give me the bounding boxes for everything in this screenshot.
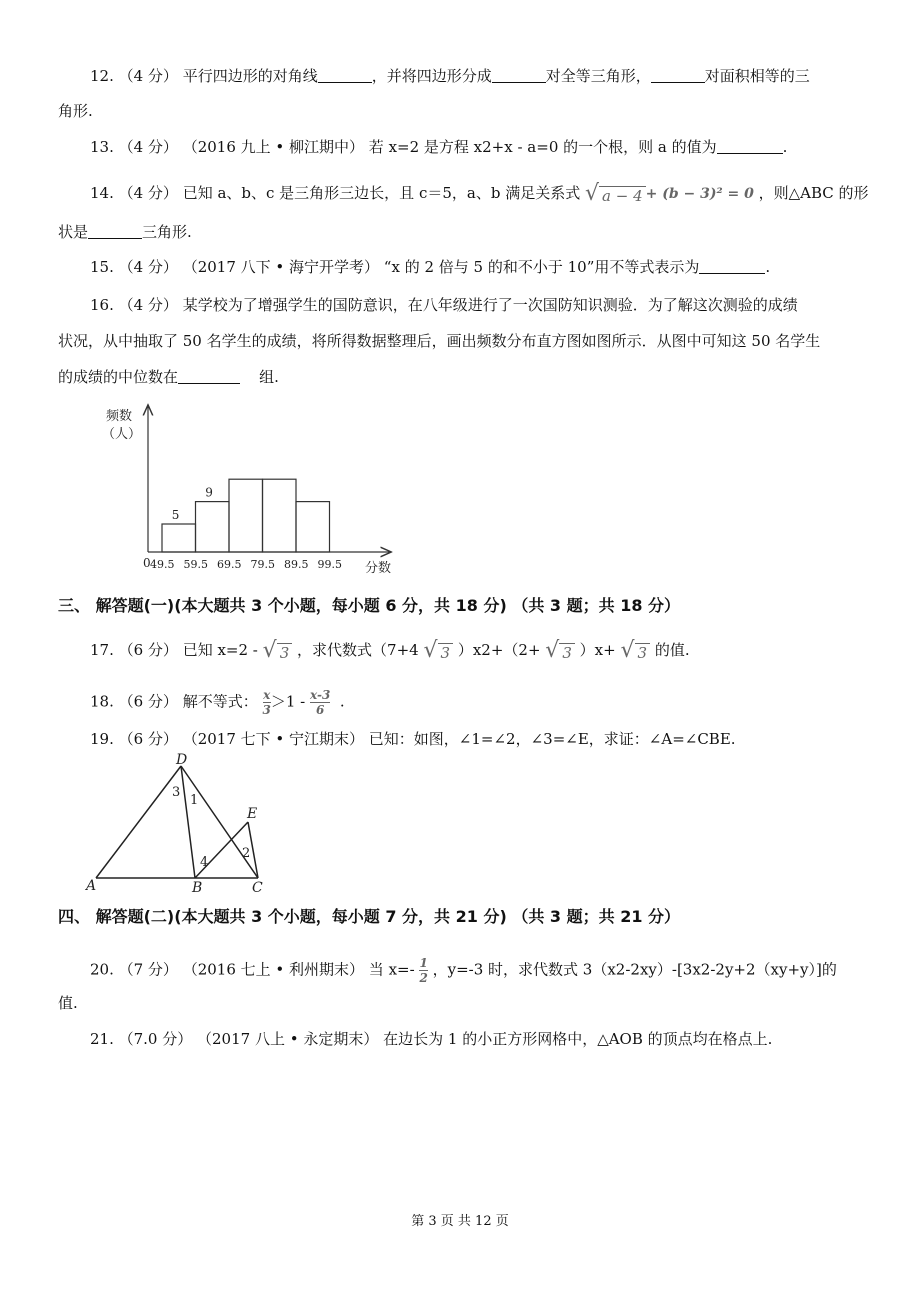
question-21: 21. （7.0 分） （2017 八上 • 永定期末） 在边长为 1 的小正方形网格中，△AOB 的顶点均在格点上. <box>90 1030 773 1048</box>
q14-blank <box>88 224 142 239</box>
q18-fraction-2: $\frac{x-3}{6}$ <box>310 688 331 717</box>
q16-blank <box>178 369 240 384</box>
segment-AD <box>96 766 181 878</box>
q16-line3-a: 的成绩的中位数在 <box>58 368 179 386</box>
q12-text-d: 对面积相等的三 <box>704 67 810 85</box>
q17-sqrt-1: √ 3 <box>263 640 293 662</box>
question-15 <box>90 257 770 277</box>
q20-text-a: 20. （7 分） （2016 七上 • 利州期末） 当 x=- <box>90 960 415 979</box>
x-axis-label: 分数 <box>365 561 392 576</box>
q16-line3-b: 组. <box>259 368 279 386</box>
q16-line2: 状况，从中抽取了 50 名学生的成绩，将所得数据整理后，画出频数分布直方图如图所示．从图中可知这 50 名学生 <box>58 332 821 350</box>
frequency-histogram <box>100 400 410 582</box>
q20-line2: 值. <box>58 994 78 1012</box>
bar-49.5-59.5 <box>162 524 196 552</box>
q12-text-c: 对全等三角形， <box>545 67 651 85</box>
q18-end: . <box>339 692 345 711</box>
q17-sqrt-3: √ 3 <box>545 640 575 662</box>
q14-formula: √ a − 4 <box>585 183 646 205</box>
y-label-line2: （人） <box>102 427 142 442</box>
q17-text-d: ）x+ <box>579 641 616 659</box>
bar-69.5-79.5 <box>229 479 263 552</box>
question-16: 16. （4 分） 某学校为了增强学生的国防意识，在八年级进行了一次国防知识测验．为了解这次测验的成绩 <box>90 296 798 314</box>
data-label-59.5-69.5: 9 <box>205 485 213 500</box>
q17-sqrt-2: √ 3 <box>423 640 453 662</box>
question-18 <box>90 689 345 716</box>
geometry-figure <box>84 752 284 894</box>
section-4-heading: 四、 解答题(二)(本大题共 3 个小题，每小题 7 分，共 21 分) （共 3 题；共 21 分） <box>58 907 681 926</box>
q12-blank-1 <box>318 68 372 83</box>
q18-fraction-1: $\frac{x}{3}$ <box>262 688 271 717</box>
section-3-heading: 三、 解答题(一)(本大题共 3 个小题，每小题 6 分，共 18 分) （共 3 题；共 18 分） <box>58 596 681 615</box>
q20-text-b: ，y=-3 时，求代数式 3（x2-2xy）-[3x2-2y+2（xy+y）]的 <box>432 960 837 979</box>
q13-text: 13. （4 分） （2016 九上 • 柳江期中） 若 x=2 是方程 x2+x - a=0 的一个根，则 a 的值为 <box>90 138 717 156</box>
x-tick-59.5: 59.5 <box>183 558 208 571</box>
label-C: C <box>252 880 263 894</box>
question-17 <box>90 640 690 662</box>
q17-text-a: 17. （6 分） 已知 x=2 - <box>90 641 258 659</box>
y-label-line1: 频数 <box>106 409 133 424</box>
page-footer: 第 3 页 共 12 页 <box>411 1214 509 1229</box>
q14-radicand: a − 4 <box>599 186 646 205</box>
q20-fraction: $\frac{1}{2}$ <box>419 956 428 985</box>
q17-text-b: ，求代数式（7+4 <box>297 641 419 659</box>
q15-text: 15. （4 分） （2017 八下 • 海宁开学考） “x 的 2 倍与 5 的和不小于 10”用不等式表示为 <box>90 258 700 276</box>
x-tick-49.5: 49.5 <box>150 558 175 571</box>
q12-text-a: 12. （4 分） 平行四边形的对角线 <box>90 67 318 85</box>
question-13 <box>90 137 787 157</box>
q18-text: 18. （6 分） 解不等式： <box>90 692 258 711</box>
label-D: D <box>176 752 188 768</box>
q13-end: . <box>782 138 788 156</box>
x-tick-79.5: 79.5 <box>250 558 275 571</box>
q12-blank-2 <box>492 68 546 83</box>
origin-label: 0 <box>143 556 151 570</box>
label-A: A <box>86 878 97 894</box>
q15-end: . <box>765 258 771 276</box>
angle-3-label: 3 <box>172 785 181 800</box>
question-12 <box>90 66 810 86</box>
x-tick-89.5: 89.5 <box>284 558 309 571</box>
q14-text: 14. （4 分） 已知 a、b、c 是三角形三边长，且 c＝5，a、b 满足关系式 <box>90 184 581 202</box>
q17-text-c: ）x2+（2+ <box>457 641 541 659</box>
q14-line2 <box>58 222 192 242</box>
x-tick-99.5: 99.5 <box>317 558 342 571</box>
q12-line2: 角形. <box>58 102 93 120</box>
q14-line2-b: 三角形. <box>142 223 192 241</box>
q16-line3 <box>58 367 279 387</box>
bar-59.5-69.5 <box>196 502 230 552</box>
q17-text-e: 的值. <box>654 641 690 659</box>
bar-89.5-99.5 <box>296 502 330 552</box>
q17-sqrt-4: √ 3 <box>620 640 650 662</box>
q14-line2-a: 状是 <box>58 223 89 241</box>
q18-mid: ＞1 - <box>270 692 306 711</box>
question-20 <box>90 957 837 984</box>
q12-blank-3 <box>651 68 705 83</box>
x-tick-69.5: 69.5 <box>217 558 242 571</box>
q14-formula-rest: + (b − 3)² = 0 <box>645 186 754 202</box>
label-E: E <box>247 806 258 822</box>
q14-text-b: ，则△ABC 的形 <box>758 184 869 202</box>
question-19: 19. （6 分） （2017 七下 • 宁江期末） 已知：如图，∠1=∠2，∠3=∠E，求证：∠A=∠CBE. <box>90 730 736 748</box>
label-B: B <box>192 880 203 894</box>
q12-text-b: ，并将四边形分成 <box>371 67 492 85</box>
angle-4-label: 4 <box>200 855 209 870</box>
angle-1-label: 1 <box>190 793 199 808</box>
bar-79.5-89.5 <box>263 479 297 552</box>
q13-blank <box>717 139 783 154</box>
question-14 <box>90 183 869 205</box>
angle-2-label: 2 <box>242 846 251 861</box>
data-label-49.5-59.5: 5 <box>171 508 180 522</box>
q15-blank <box>699 259 765 274</box>
